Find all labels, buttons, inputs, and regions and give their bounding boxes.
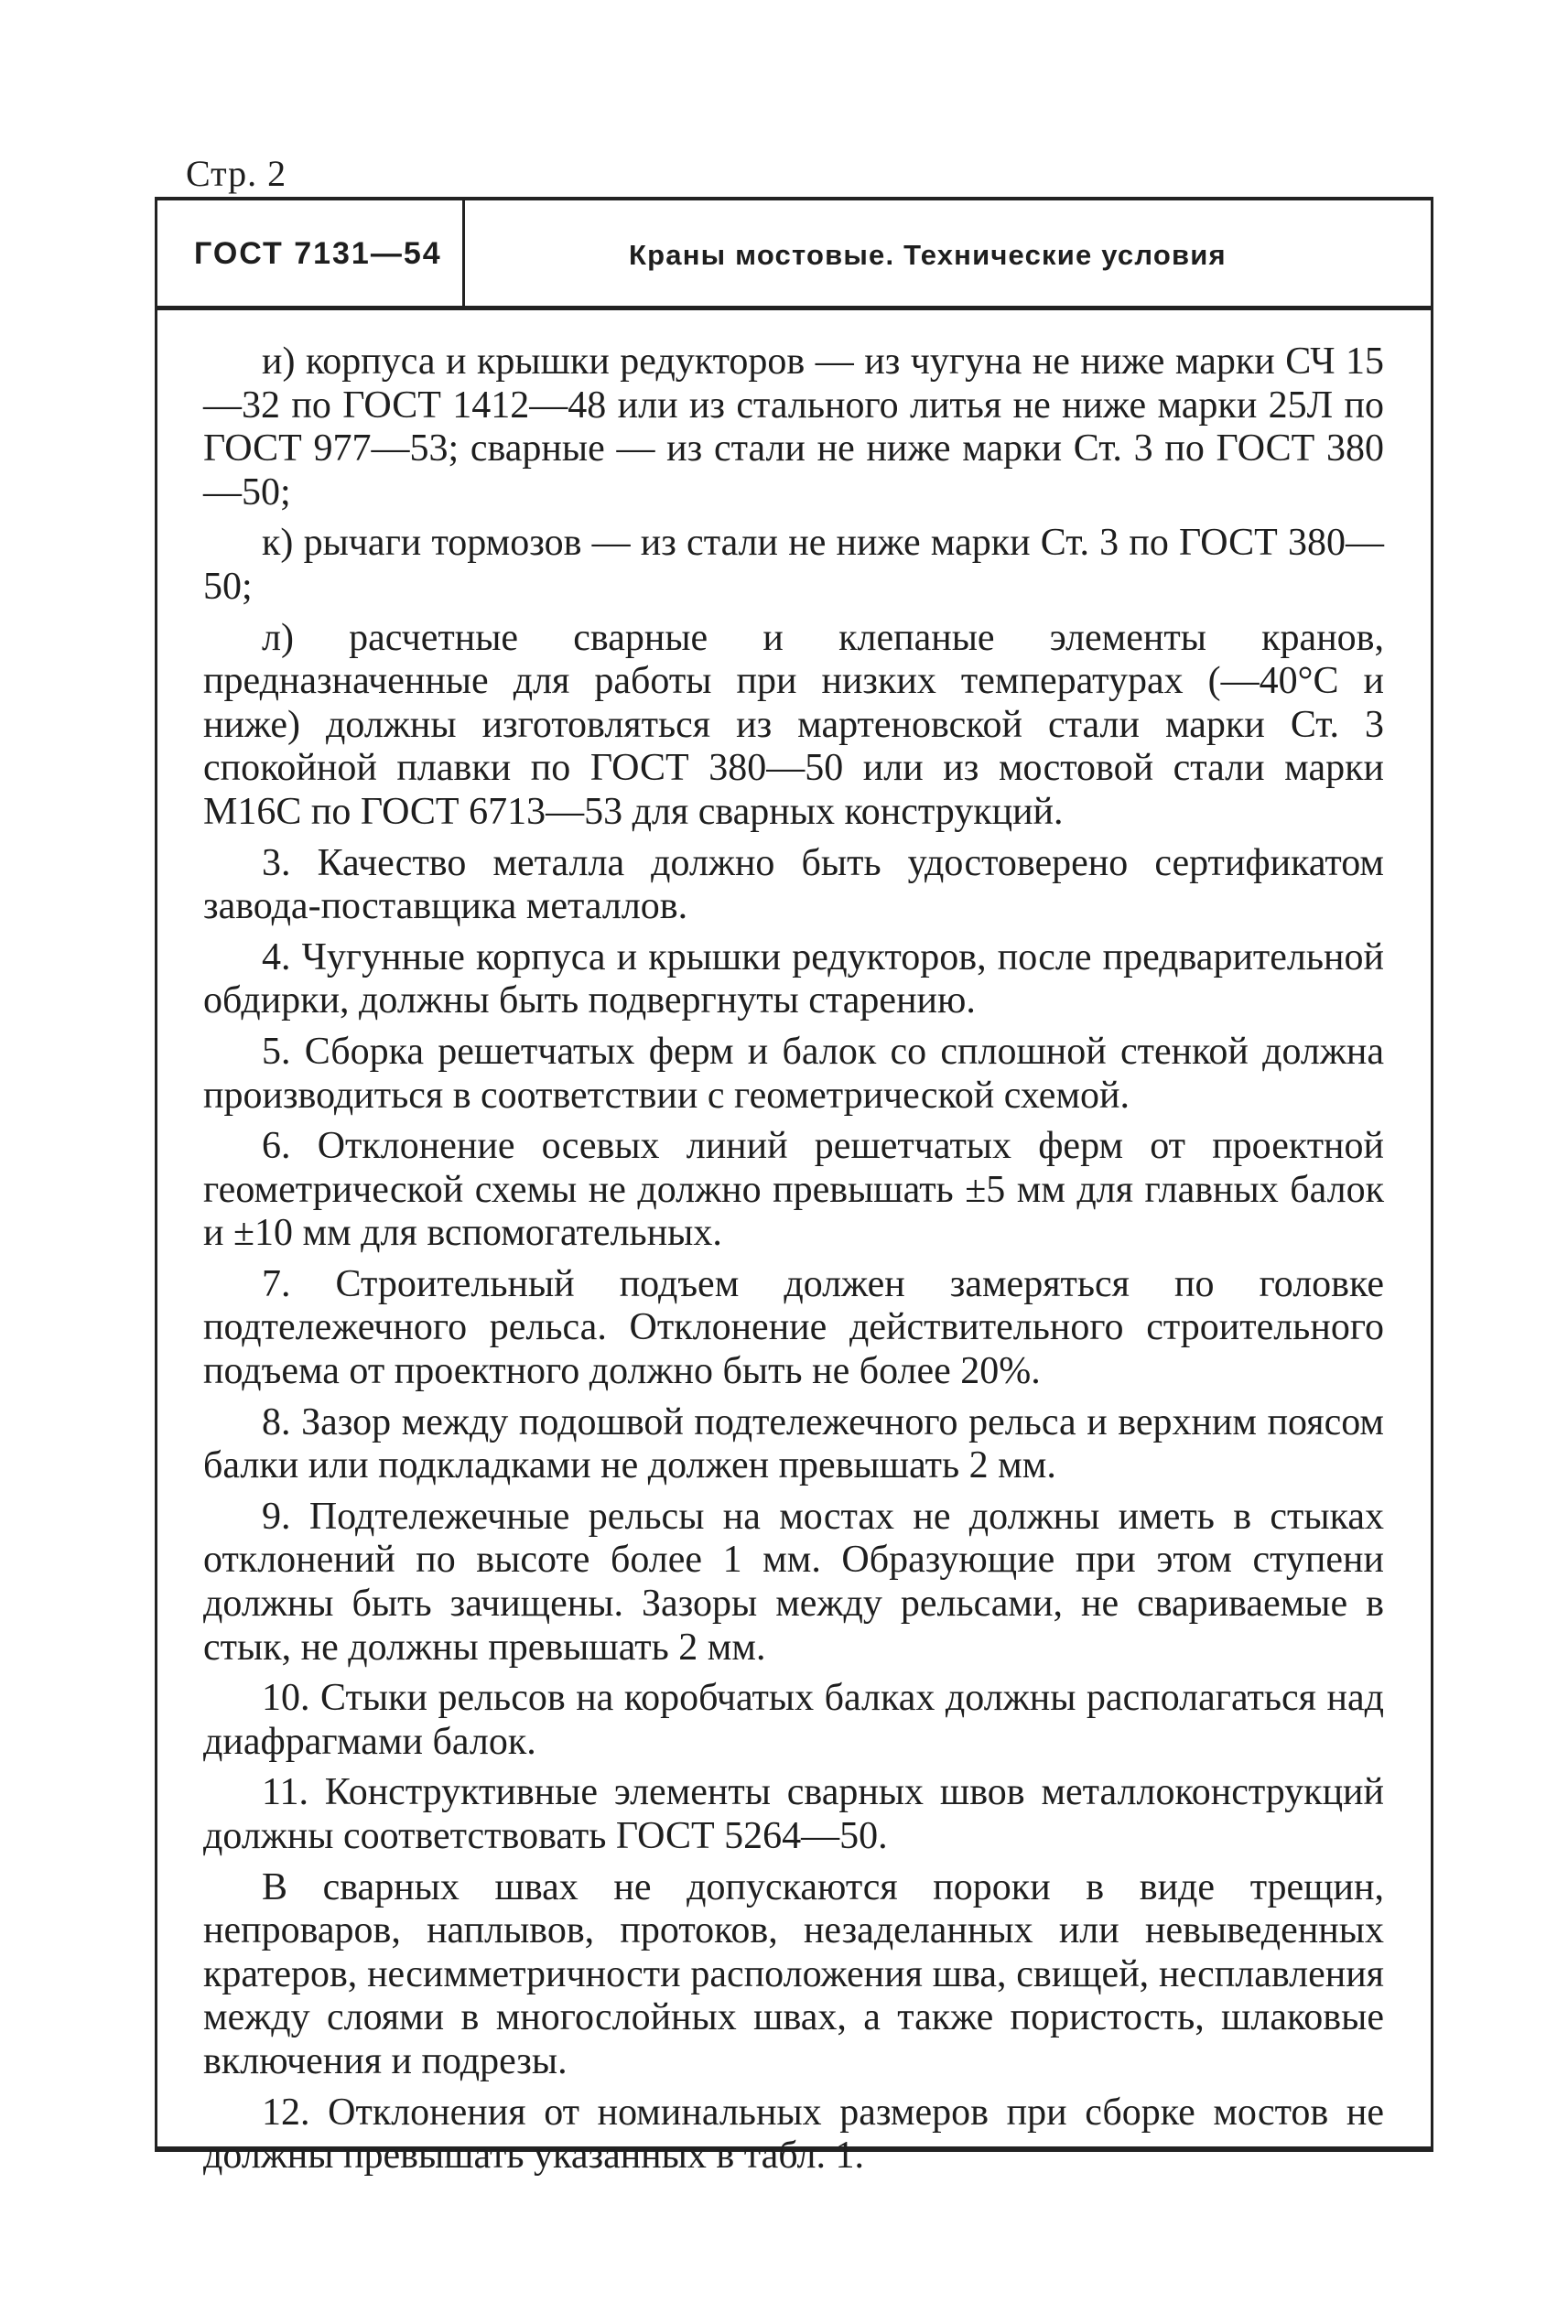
page-number: Стр. 2 (186, 153, 287, 194)
paragraph-11-defects: В сварных швах не допускаются пороки в виде трещин, непроваров, наплывов, протоков, незаделанных или невыведенных кратеров, несимметричности расположения шва, свищей, несплавления между слоями в многослойных швах, а также пористость, шлаковые включения и подрезы. (203, 1865, 1384, 2082)
paragraph-l: л) расчетные сварные и клепаные элементы кранов, предназначенные для работы при низких температурах (—40°С и ниже) должны изготовляться из мартеновской стали марки Ст. 3 спокойной плавки по ГОСТ 380—50 или из мостовой стали марки М16С по ГОСТ 6713—53 для сварных конструкций. (203, 616, 1384, 833)
paragraph-10: 10. Стыки рельсов на коробчатых балках должны располагаться над диафрагмами балок. (203, 1677, 1384, 1763)
paragraph-8: 8. Зазор между подошвой подтележечного рельса и верхним поясом балки или подкладками не должен превышать 2 мм. (203, 1400, 1384, 1487)
paragraph-k: к) рычаги тормозов — из стали не ниже марки Ст. 3 по ГОСТ 380—50; (203, 522, 1384, 608)
frame-top-rule (155, 197, 1433, 200)
paragraph-7: 7. Строительный подъем должен замеряться по головке подтележечного рельса. Отклонение действительного строительного подъема от проектного должно быть не более 20%. (203, 1262, 1384, 1393)
standard-code: ГОСТ 7131—54 (194, 236, 442, 271)
paragraph-12: 12. Отклонения от номинальных размеров при сборке мостов не должны превышать указанных в табл. 1. (203, 2091, 1384, 2178)
paragraph-i: и) корпуса и крышки редукторов — из чугуна не ниже марки СЧ 15—32 по ГОСТ 1412—48 или из стального литья не ниже марки 25Л по ГОСТ 977—53; сварные — из стали не ниже марки Ст. 3 по ГОСТ 380—50; (203, 340, 1384, 513)
document-title: Краны мостовые. Технические условия (629, 239, 1227, 271)
paragraph-5: 5. Сборка решетчатых ферм и балок со сплошной стенкой должна производиться в соответствии с геометрической схемой. (203, 1030, 1384, 1117)
paragraph-3: 3. Качество металла должно быть удостоверено сертификатом завода-поставщика металлов. (203, 841, 1384, 928)
paragraph-11: 11. Конструктивные элементы сварных швов металлоконструкций должны соответствовать ГОСТ 5264—50. (203, 1771, 1384, 1857)
paragraph-9: 9. Подтележечные рельсы на мостах не должны иметь в стыках отклонений по высоте более 1 мм. Образующие при этом ступени должны быть зачищены. Зазоры между рельсами, не свариваемые в стык, не должны превышать 2 мм. (203, 1495, 1384, 1669)
header-divider (462, 197, 465, 306)
paragraph-4: 4. Чугунные корпуса и крышки редукторов, после предварительной обдирки, должны быть подвергнуты старению. (203, 935, 1384, 1022)
header-bottom-rule (155, 306, 1433, 310)
paragraph-6: 6. Отклонение осевых линий решетчатых ферм от проектной геометрической схемы не должно превышать ±5 мм для главных балок и ±10 мм для вспомогательных. (203, 1125, 1384, 1255)
body-text (203, 340, 1384, 2186)
